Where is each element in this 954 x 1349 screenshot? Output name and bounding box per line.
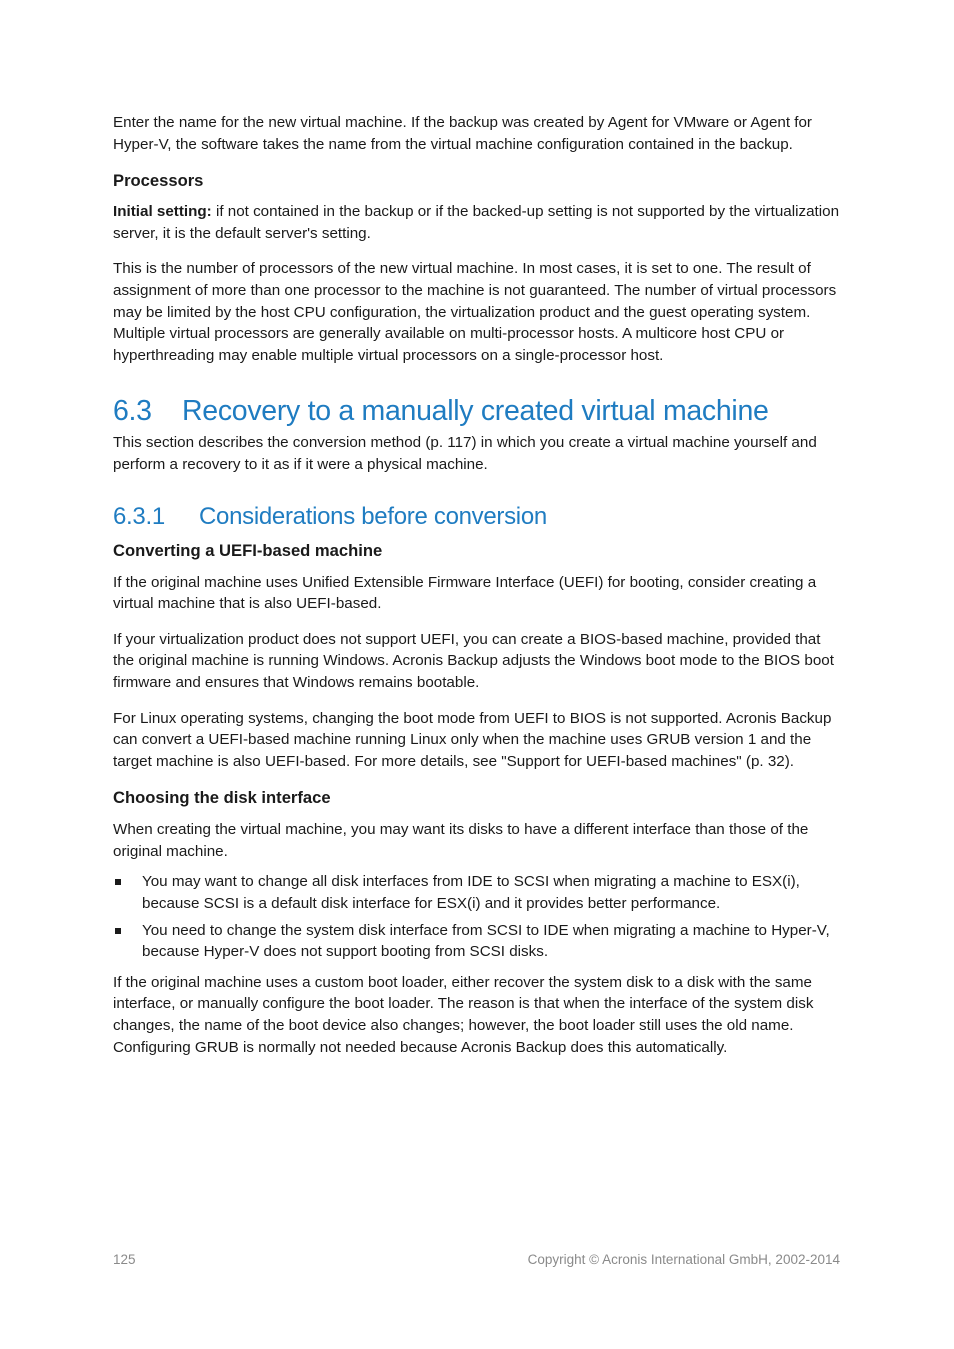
list-item: You need to change the system disk interface from SCSI to IDE when migrating a machine to Hyper-V, because Hyper-V does not support booting from SCSI disks. <box>113 920 843 963</box>
subsection-heading <box>113 502 843 532</box>
page-number: 125 <box>113 1252 136 1267</box>
disk-interface-heading: Choosing the disk interface <box>113 788 331 808</box>
subsection-title: Considerations before conversion <box>199 502 547 530</box>
uefi-paragraph-2: If your virtualization product does not support UEFI, you can create a BIOS-based machine, provided that the original machine is running Windows. Acronis Backup adjusts the Windows boot mode to the BIOS boot firmware and ensures that Windows remains bootable. <box>113 630 834 691</box>
processors-initial-setting <box>113 201 843 244</box>
copyright-notice: Copyright © Acronis International GmbH, 2002-2014 <box>527 1252 840 1267</box>
intro-paragraph: Enter the name for the new virtual machine. If the backup was created by Agent for VMware or Agent for Hyper-V, the software takes the name from the virtual machine configuration contained in the backup. <box>113 114 812 153</box>
section-paragraph: This section describes the conversion method (p. 117) in which you create a virtual machine yourself and perform a recovery to it as if it were a physical machine. <box>113 434 817 473</box>
uefi-heading: Converting a UEFI-based machine <box>113 540 383 560</box>
uefi-paragraph-1: If the original machine uses Unified Extensible Firmware Interface (UEFI) for booting, consider creating a virtual machine that is also UEFI-based. <box>113 573 817 613</box>
bullet-square-icon <box>115 879 121 885</box>
initial-setting-label: Initial setting: <box>113 203 212 221</box>
uefi-paragraph-3: For Linux operating systems, changing the boot mode from UEFI to BIOS is not supported. Acronis Backup can convert a UEFI-based machine running Linux only when the machine uses GRUB version 1 and the target machine is also UEFI-based. For more details, see "Support for UEFI-based machines" (p. 32). <box>113 709 832 770</box>
disk-paragraph-2: If the original machine uses a custom boot loader, either recover the system disk to a disk with the same interface, or manually configure the boot loader. The reason is that when the interface of the system disk changes, the name of the boot device also changes; however, the boot loader still uses the old name. Configuring GRUB is normally not needed because Acronis Backup does this automatically. <box>113 973 814 1056</box>
disk-paragraph-1: When creating the virtual machine, you may want its disks to have a different interface than those of the original machine. <box>113 821 809 860</box>
processors-paragraph: This is the number of processors of the new virtual machine. In most cases, it is set to one. The result of assignment of more than one processor to the machine is not guaranteed. The number of virtual processors may be limited by the host CPU configuration, the virtualization product and the guest operating system. Multiple virtual processors are generally available on multi-processor hosts. A multicore host CPU or hyperthreading may enable multiple virtual processors on a single-processor host. <box>113 260 837 364</box>
initial-setting-text: if not contained in the backup or if the backed-up setting is not supported by the virtualization server, it is the default server's setting. <box>113 203 840 242</box>
section-heading <box>113 394 843 428</box>
bullet-square-icon <box>115 928 121 934</box>
document-page <box>113 112 843 1058</box>
section-number: 6.3 <box>113 395 152 428</box>
subsection-number: 6.3.1 <box>113 502 165 530</box>
disk-bullet-list <box>113 871 843 962</box>
list-item: You may want to change all disk interfaces from IDE to SCSI when migrating a machine to ESX(i), because SCSI is a default disk interface for ESX(i) and it provides better performance. <box>113 871 843 914</box>
processors-heading: Processors <box>113 171 204 191</box>
section-title: Recovery to a manually created virtual machine <box>182 395 769 428</box>
